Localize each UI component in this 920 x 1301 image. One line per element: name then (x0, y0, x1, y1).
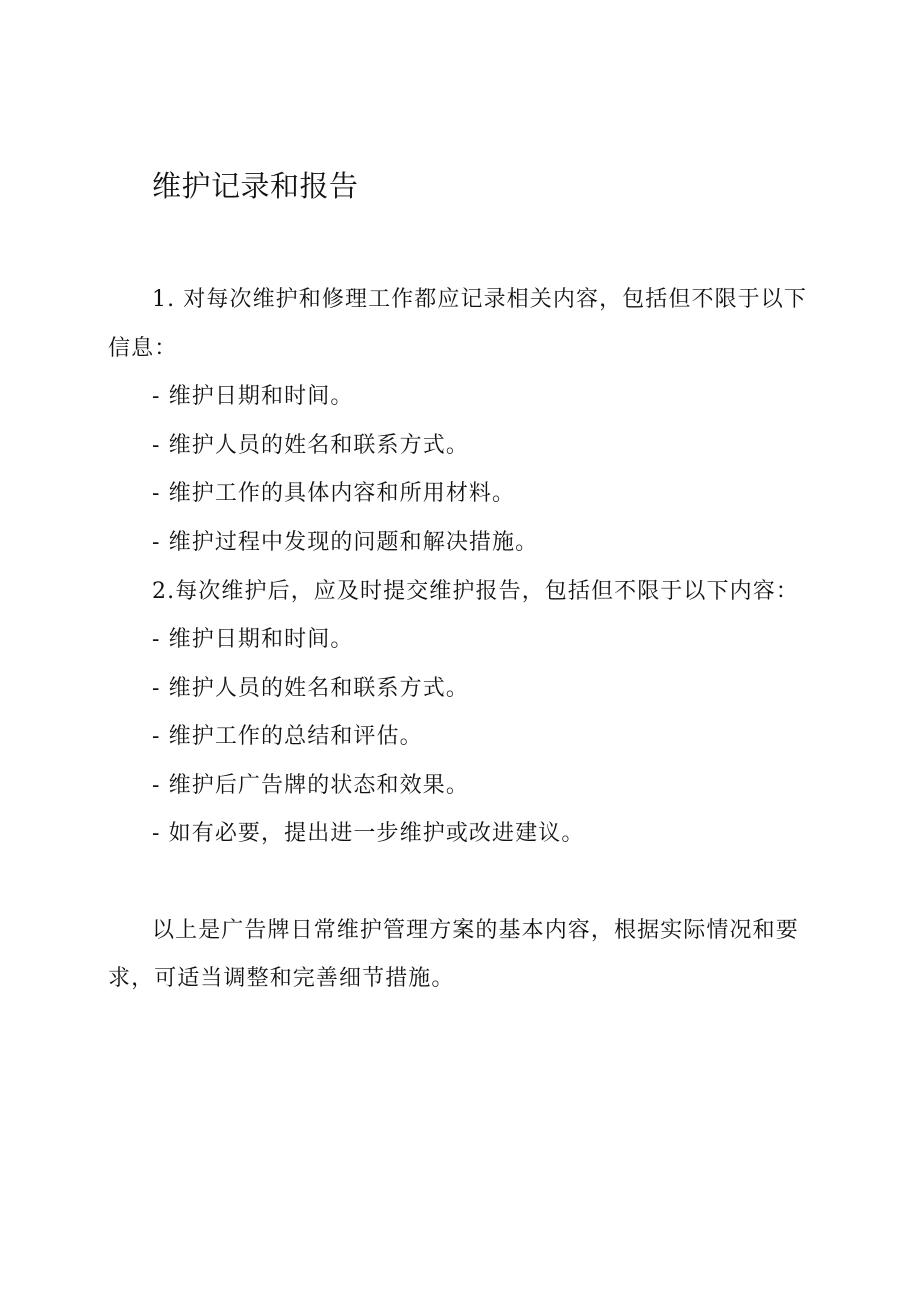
item-2-bullet: - 维护后广告牌的状态和效果。 (152, 773, 469, 798)
item-2-bullet: - 维护工作的总结和评估。 (152, 724, 423, 749)
item-2-bullet: - 维护日期和时间。 (152, 627, 354, 652)
item-1-bullet: - 维护日期和时间。 (152, 384, 354, 409)
item-2-bullet: - 维护人员的姓名和联系方式。 (152, 676, 469, 701)
section-heading: 维护记录和报告 (152, 169, 359, 203)
item-2-bullet: - 如有必要，提出进一步维护或改进建议。 (152, 821, 585, 846)
item-1-bullet: - 维护过程中发现的问题和解决措施。 (152, 530, 539, 555)
item-1-line-2: 信息： (108, 336, 178, 361)
conclusion-line-1: 以上是广告牌日常维护管理方案的基本内容，根据实际情况和要 (152, 918, 799, 943)
item-1-bullet: - 维护工作的具体内容和所用材料。 (152, 481, 516, 506)
item-2-line: 2.每次维护后，应及时提交维护报告，包括但不限于以下内容： (152, 579, 799, 604)
item-1-line-1: 1. 对每次维护和修理工作都应记录相关内容，包括但不限于以下 (152, 287, 807, 312)
item-1-bullet: - 维护人员的姓名和联系方式。 (152, 433, 469, 458)
conclusion-line-2: 求，可适当调整和完善细节措施。 (108, 966, 455, 991)
